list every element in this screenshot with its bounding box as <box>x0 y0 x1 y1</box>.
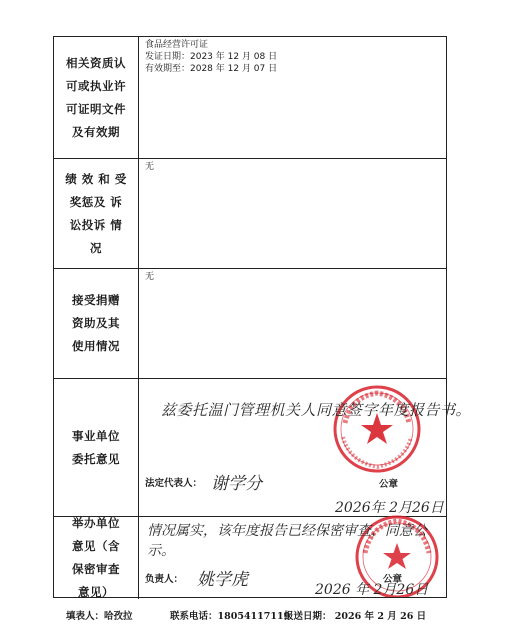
row-label: 绩 效 和 受奖惩及 诉讼投诉 情 况 <box>65 171 127 255</box>
seal-stamp-label: 公章 <box>379 479 399 490</box>
row-qualifications <box>54 37 446 159</box>
legal-rep-signature: 谢学分 <box>211 474 262 494</box>
row-performance <box>54 159 446 269</box>
official-seal <box>331 383 423 475</box>
valid-until: 有效期至：2028 年 12 月 07 日 <box>145 64 278 74</box>
row-sponsor-opinion <box>54 517 446 599</box>
row-label: 接受捐赠 资助及其 使用情况 <box>72 293 120 353</box>
label-cell <box>54 37 139 158</box>
entrust-date: 2026年 2月26日 <box>335 500 444 516</box>
contact-phone: 联系电话：18054117119 <box>170 611 291 622</box>
content-cell <box>139 159 446 268</box>
entrust-handwriting: 兹委托温门管理机关人同意签字年度报告书。 <box>161 401 472 419</box>
content-cell <box>139 269 446 378</box>
performance-value: 无 <box>145 162 155 172</box>
license-name: 食品经营许可证 <box>145 40 209 50</box>
row-label: 事业单位 委托意见 <box>72 428 120 466</box>
issue-date: 发证日期：2023 年 12 月 08 日 <box>145 52 278 62</box>
label-cell <box>54 159 139 268</box>
responsible-person-signature: 姚学虎 <box>197 570 248 590</box>
row-donations <box>54 269 446 379</box>
content-cell <box>139 517 446 599</box>
responsible-person-label: 负责人： <box>145 574 184 585</box>
label-cell <box>54 517 139 599</box>
row-label: 相关资质认可或执业许可证明文件及有效期 <box>66 55 126 139</box>
report-date: 报送日期： 2026 年 2 月 26 日 <box>284 611 427 622</box>
seal-stamp-label: 公章 <box>383 574 403 585</box>
label-cell <box>54 269 139 378</box>
label-cell <box>54 379 139 516</box>
sponsor-handwriting: 情况属实，该年度报告已经保密审查，同意公示。 <box>147 523 427 559</box>
annual-report-form <box>53 36 472 599</box>
filler: 填表人：哈孜拉 <box>66 611 133 622</box>
donation-value: 无 <box>145 272 155 282</box>
sponsor-date: 2026 年 2月26日 <box>315 582 429 598</box>
content-cell <box>139 379 472 516</box>
row-label: 举办单位 意见（含 保密审查 意见） <box>72 516 120 599</box>
content-cell <box>139 37 446 158</box>
row-entrust-opinion <box>54 379 472 517</box>
legal-rep-label: 法定代表人： <box>145 478 203 489</box>
